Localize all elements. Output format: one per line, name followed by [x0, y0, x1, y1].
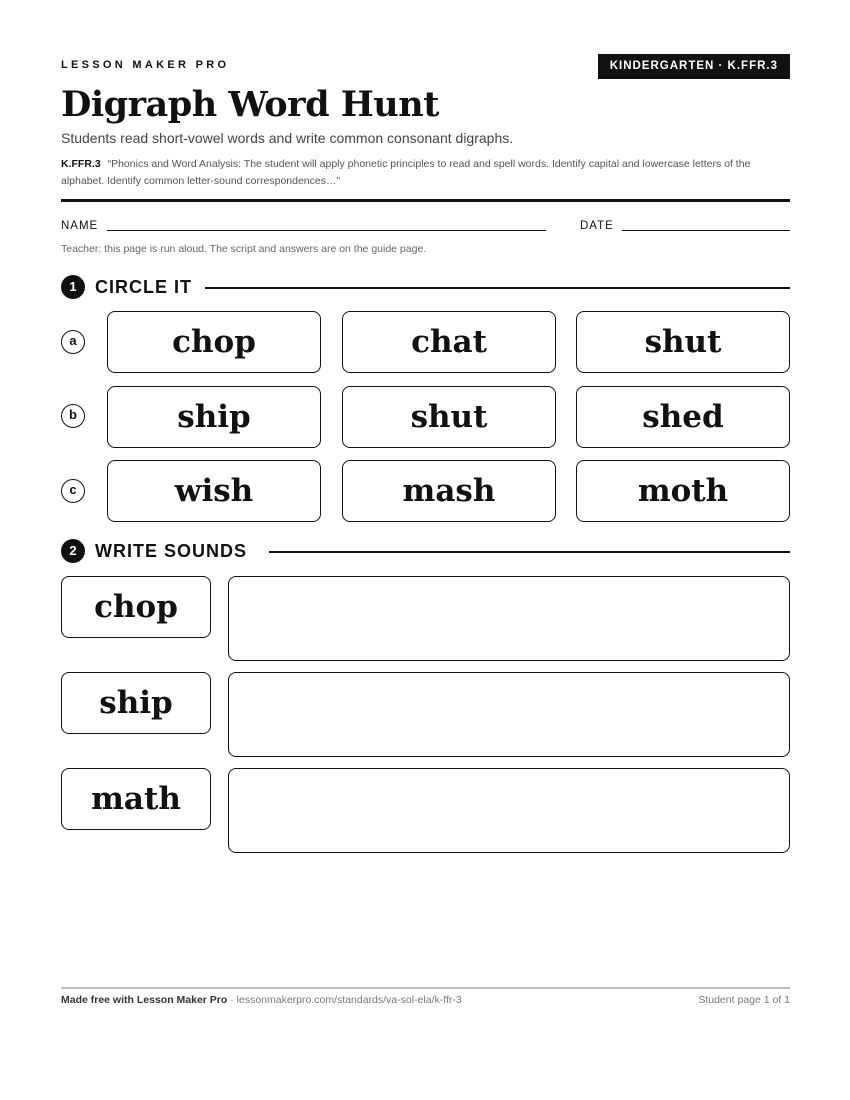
word-choice-card[interactable]: shut [576, 311, 790, 373]
footer [61, 994, 790, 1006]
teacher-note: Teacher: this page is run aloud. The script and answers are on the guide page. [61, 243, 427, 255]
worksheet-page [61, 0, 790, 1100]
word-choice-card[interactable]: chop [107, 311, 321, 373]
word-choice-card[interactable]: shut [342, 386, 556, 448]
section-write-sounds-header [61, 539, 790, 563]
page-number: Student page 1 of 1 [698, 994, 790, 1006]
word-choice-card[interactable]: wish [107, 460, 321, 522]
section-title: CIRCLE IT [95, 275, 204, 299]
header-divider [61, 199, 790, 202]
standard-description [61, 156, 790, 190]
write-answer-box[interactable] [228, 576, 790, 661]
write-prompt-word: math [61, 768, 211, 830]
word-choice-card[interactable]: mash [342, 460, 556, 522]
name-label: NAME [61, 220, 99, 232]
write-prompt-word: ship [61, 672, 211, 734]
word-choice-card[interactable]: chat [342, 311, 556, 373]
worksheet-title: Digraph Word Hunt [61, 84, 439, 125]
section-number-badge: 2 [61, 539, 85, 563]
section-rule [269, 551, 790, 553]
write-answer-box[interactable] [228, 672, 790, 757]
write-prompt-word: chop [61, 576, 211, 638]
footer-divider [61, 987, 790, 989]
word-choice-card[interactable]: ship [107, 386, 321, 448]
standard-code: K.FFR.3 [61, 158, 101, 170]
name-field-line[interactable] [107, 230, 546, 231]
row-letter-badge: c [61, 479, 85, 503]
grade-standard-badge: KINDERGARTEN · K.FFR.3 [598, 54, 790, 79]
footer-url-link[interactable]: lessonmakerpro.com/standards/va-sol-ela/k-ffr-3 [236, 994, 462, 1006]
row-letter-badge: b [61, 404, 85, 428]
word-choice-card[interactable]: shed [576, 386, 790, 448]
date-field-line[interactable] [622, 230, 790, 231]
section-number-badge: 1 [61, 275, 85, 299]
word-choice-card[interactable]: moth [576, 460, 790, 522]
worksheet-subtitle: Students read short-vowel words and write common consonant digraphs. [61, 130, 514, 146]
write-answer-box[interactable] [228, 768, 790, 853]
footer-made-with: Made free with Lesson Maker Pro [61, 994, 228, 1006]
brand-name: LESSON MAKER PRO [61, 59, 230, 71]
section-rule [205, 287, 790, 289]
footer-separator: · [227, 994, 237, 1006]
row-letter-badge: a [61, 330, 85, 354]
standard-text: “Phonics and Word Analysis: The student will apply phonetic principles to read and spell words. Identify capital and lowercase letters of the alphabet. Identify common letter-sound correspondences…” [61, 158, 751, 187]
section-title: WRITE SOUNDS [95, 539, 259, 563]
section-circle-it-header [61, 275, 790, 299]
date-label: DATE [580, 220, 614, 232]
